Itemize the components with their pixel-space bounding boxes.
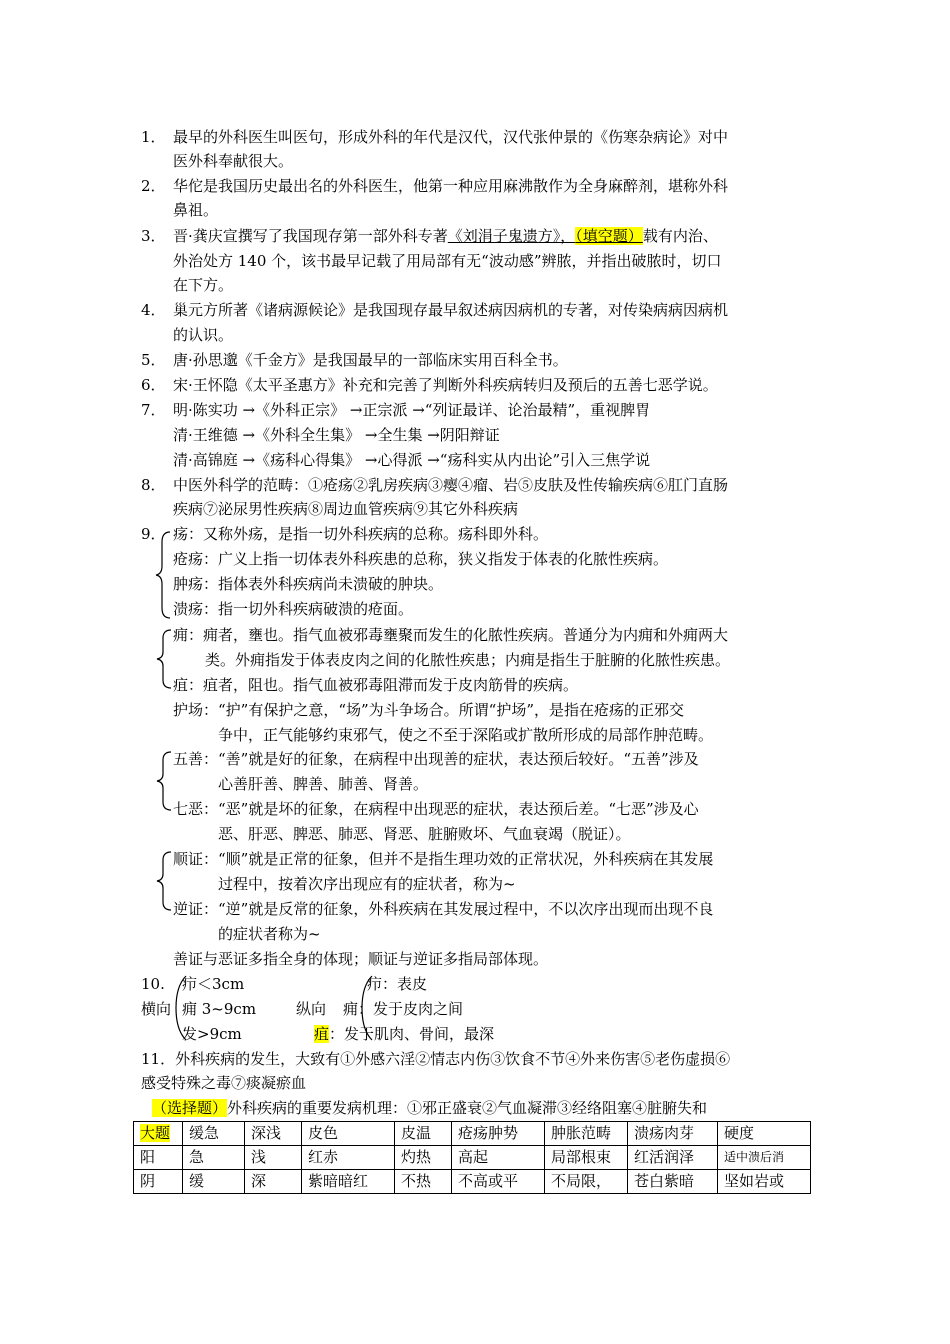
item-9-line-17: 的症状者称为~ [218,925,321,943]
table-cell: 阴 [134,1170,183,1194]
multiple-choice-tag: （选择题） [152,1099,228,1117]
table-header-row [134,1122,811,1146]
table-cell: 红活润泽 [628,1146,718,1170]
item-9-line-10: 五善：“善”就是好的征象，在病程中出现善的症状，表达预后较好。“五善”涉及 [173,750,699,768]
item-9-line-8: 护场：“护”有保护之意，“场”为斗争场合。所谓“护场”，是指在疮疡的正邪交 [173,701,685,719]
item-4-number: 4． [141,301,166,319]
item-9-line-2: 疮疡：广义上指一切体表外科疾患的总称，狭义指发于体表的化脓性疾病。 [173,550,669,568]
bracket-icon [358,972,376,1044]
brace-icon [155,628,175,690]
item-9-line-3: 肿疡：指体表外科疾病尚未溃破的肿块。 [173,575,444,593]
item-3-book-title: 《刘涓子鬼遗方》， [447,227,576,245]
item-2-number: 2． [141,177,166,195]
item-11-line-2: 感受特殊之毒⑦痰凝瘀血 [141,1074,307,1092]
item-3-line-2: 外治处方 140 个，该书最早记载了用局部有无“波动感”辨脓，并指出破脓时，切口 [173,252,722,270]
item-9-line-11: 心善肝善、脾善、肺善、肾善。 [218,775,429,793]
table-cell: 适中溃后消 [718,1146,811,1170]
item-9-line-14: 顺证：“顺”就是正常的征象，但并不是指生理功效的正常状况，外科疾病在其发展 [173,850,714,868]
item-9-line-5: 痈：痈者，壅也。指气血被邪毒壅聚而发生的化脓性疾病。普通分为内痈和外痈两大 [173,626,729,644]
item-9-line-1: 疡：又称外疡，是指一切外科疾病的总称。疡科即外科。 [173,525,549,543]
item-12-line [152,1096,707,1120]
item-9-line-4: 溃疡：指一切外科疾病破溃的疮面。 [173,600,414,618]
item-3-text: 晋·龚庆宣撰写了我国现存第一部外科专著 [173,227,448,245]
table-cell: 不高或平 [452,1170,545,1194]
item-3-text-tail: 载有内治、 [642,227,718,245]
item-9-line-15: 过程中，按着次序出现应有的症状者，称为~ [218,875,516,893]
bracket-icon [170,972,188,1044]
fill-blank-tag: （填空题） [575,227,643,245]
item-1-line-2: 医外科奉献很大。 [173,152,294,170]
item-8-line-1: 中医外科学的范畴：①疮疡②乳房疾病③瘿④瘤、岩⑤皮肤及性传输疾病⑥肛门直肠 [173,476,729,494]
item-8-number: 8． [141,476,166,494]
item-9-line-18: 善证与恶证多指全身的体现；顺证与逆证多指局部体现。 [173,950,549,968]
item-4-line-1: 巢元方所著《诸病源候论》是我国现存最早叙述病因病机的专著，对传染病病因病机 [173,301,729,319]
table-header-cell: 皮温 [395,1122,452,1146]
size-row-3: 发>9cm [182,1025,242,1043]
item-8-line-2: 疾病⑦泌尿男性疾病⑧周边血管疾病⑨其它外科疾病 [173,500,519,518]
item-2-line-1: 华佗是我国历史最出名的外科医生，他第一种应用麻沸散作为全身麻醉剂，堪称外科 [173,177,729,195]
table-cell: 浅 [245,1146,302,1170]
item-6-number: 6． [141,376,166,394]
table-header-cell: 大题 [134,1122,183,1146]
table-cell: 不局限， [545,1170,628,1194]
item-7-number: 7． [141,401,166,419]
ju-highlight: 疽 [314,1025,330,1043]
brace-icon [155,850,175,912]
table-row [134,1146,811,1170]
item-9-line-9: 争中，正气能够约束邪气，使之不至于深陷或扩散所形成的局部作肿范畴。 [218,726,714,744]
brace-icon [155,750,175,812]
item-5-line-1: 唐·孙思邈《千金方》是我国最早的一部临床实用百科全书。 [173,351,568,369]
item-3-line-1 [173,224,718,248]
item-9-number: 9． [141,525,166,543]
table-header-cell: 硬度 [718,1122,811,1146]
horizontal-label: 横向 [141,1000,172,1018]
table-cell: 灼热 [395,1146,452,1170]
table-cell: 缓 [183,1170,245,1194]
item-3-number: 3． [141,227,166,245]
depth-row-3: 疽：发于肌肉、骨间，最深 [314,1025,495,1043]
item-9-line-13: 恶、肝恶、脾恶、肺恶、肾恶、脏腑败坏、气血衰竭（脱证）。 [218,825,631,843]
item-12-text: 外科疾病的重要发病机理：①邪正盛衰②气血凝滞③经络阻塞④脏腑失和 [227,1099,708,1117]
table-header-cell: 缓急 [183,1122,245,1146]
item-2-line-2: 鼻祖。 [173,201,219,219]
table-cell: 红赤 [302,1146,395,1170]
table-cell: 深 [245,1170,302,1194]
item-4-line-2: 的认识。 [173,326,234,344]
table-cell: 不热 [395,1170,452,1194]
table-cell: 高起 [452,1146,545,1170]
item-9-line-12: 七恶：“恶”就是坏的征象，在病程中出现恶的症状，表达预后差。“七恶”涉及心 [173,800,699,818]
depth-row-2: 痈：发于皮肉之间 [343,1000,464,1018]
item-1-line-1: 最早的外科医生叫医句，形成外科的年代是汉代，汉代张仲景的《伤寒杂病论》对中 [173,128,729,146]
size-row-1: 疖＜3cm [182,975,245,993]
table-cell: 紫暗暗红 [302,1170,395,1194]
size-row-2: 痈 3~9cm [182,1000,257,1018]
table-header-cell: 溃疡肉芽 [628,1122,718,1146]
item-5-number: 5． [141,351,166,369]
vertical-label: 纵向 [296,1000,327,1018]
item-9-line-6: 类。外痈指发于体表皮肉之间的化脓性疾患；内痈是指生于脏腑的化脓性疾患。 [205,651,731,669]
item-9-line-16: 逆证：“逆”就是反常的征象，外科疾病在其发展过程中，不以次序出现而出现不良 [173,900,714,918]
item-7-line-1: 明·陈实功 →《外科正宗》 →正宗派 →“列证最详、论治最精”，重视脾胃 [173,401,651,419]
depth-row-1: 疖：表皮 [367,975,428,993]
item-7-line-2: 清·王维德 →《外科全生集》 →全生集 →阴阳辩证 [173,426,500,444]
table-cell: 急 [183,1146,245,1170]
item-3-line-3: 在下方。 [173,276,234,294]
table-cell: 阳 [134,1146,183,1170]
table-cell: 坚如岩或 [718,1170,811,1194]
table-cell: 局部根束 [545,1146,628,1170]
table-header-cell: 皮色 [302,1122,395,1146]
table-header-cell: 疮疡肿势 [452,1122,545,1146]
yin-yang-table [133,1121,811,1194]
item-1-number: 1． [141,128,166,146]
brace-icon [154,530,174,620]
item-7-line-3: 清·高锦庭 →《疡科心得集》 →心得派 →“疡科实从内出论”引入三焦学说 [173,451,651,469]
item-9-line-7: 疽：疽者，阻也。指气血被邪毒阻滞而发于皮肉筋骨的疾病。 [173,676,579,694]
table-header-cell: 肿胀范畴 [545,1122,628,1146]
item-10-number: 10. [141,975,165,993]
table-cell: 苍白紫暗 [628,1170,718,1194]
table-header-cell: 深浅 [245,1122,302,1146]
item-11-line-1: 11．外科疾病的发生，大致有①外感六淫②情志内伤③饮食不节④外来伤害⑤老伤虚损⑥ [141,1050,731,1068]
table-row [134,1170,811,1194]
item-6-line-1: 宋·王怀隐《太平圣惠方》补充和完善了判断外科疾病转归及预后的五善七恶学说。 [173,376,718,394]
